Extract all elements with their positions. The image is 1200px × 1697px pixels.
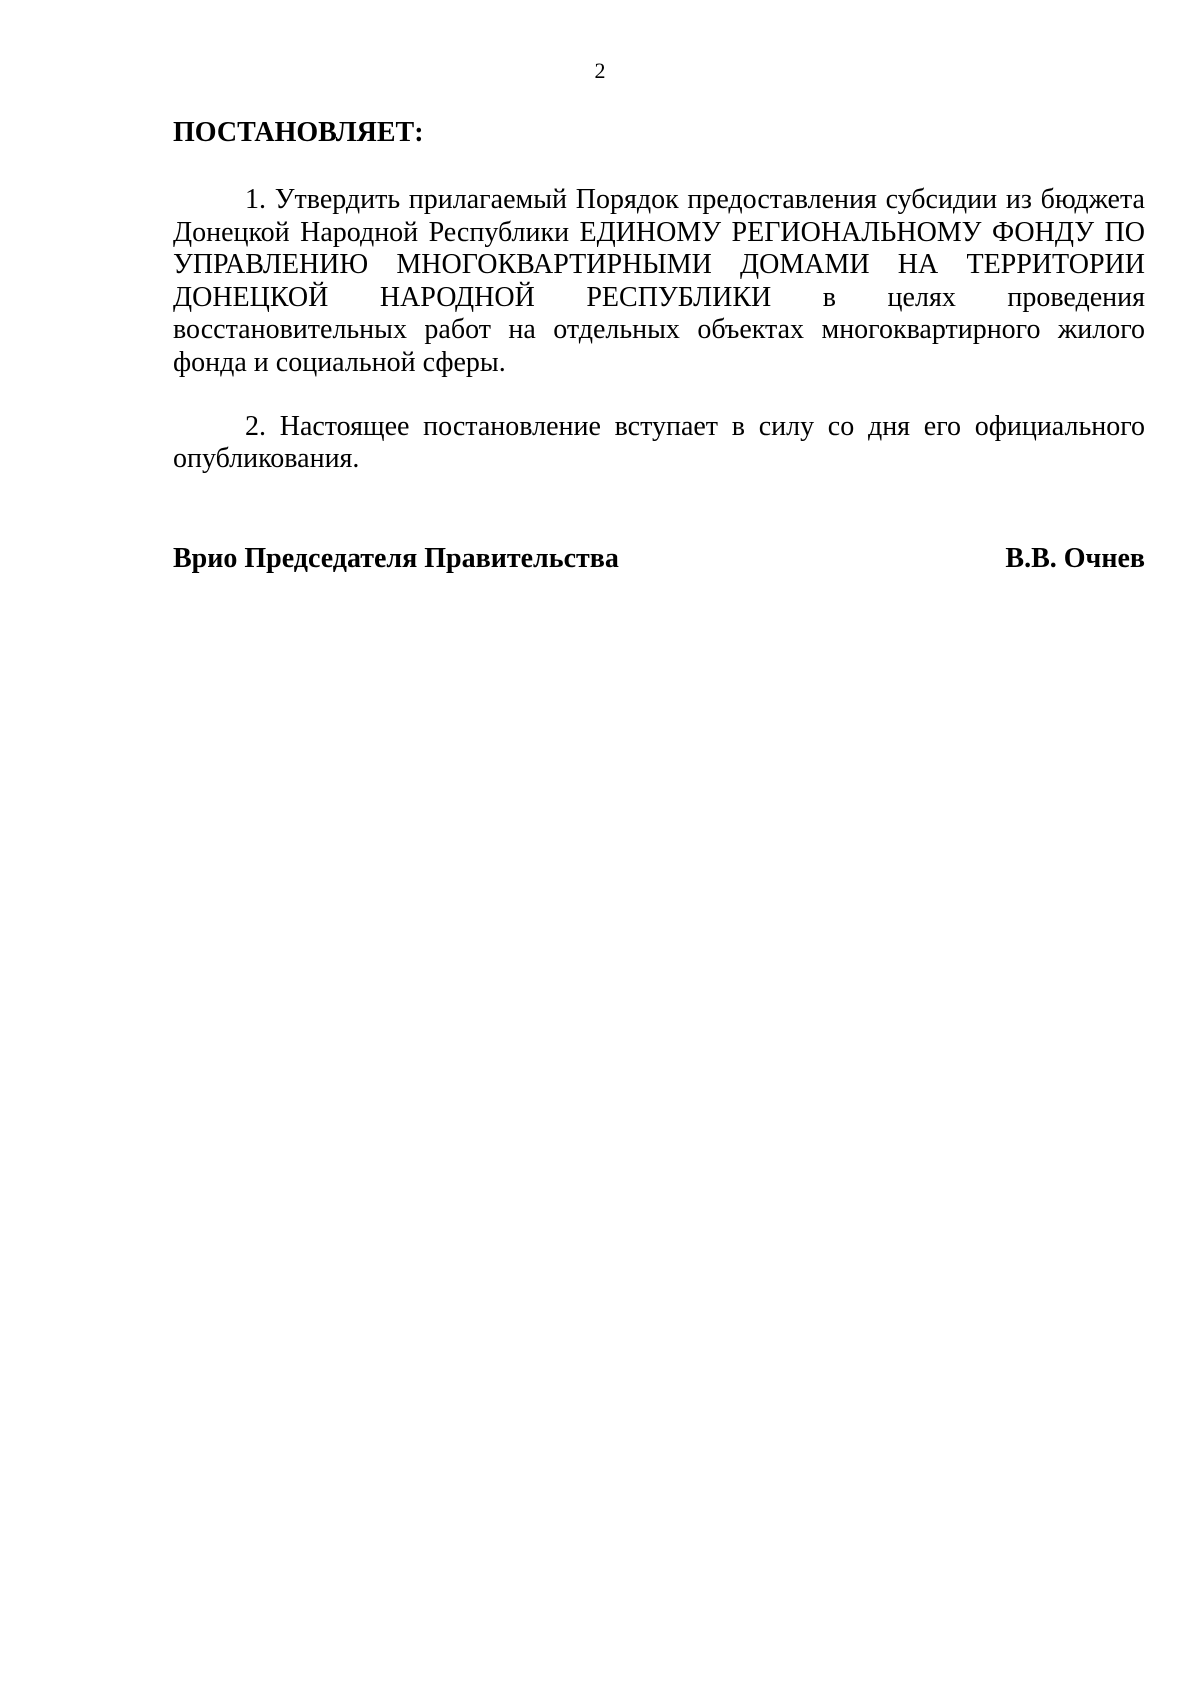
resolution-heading: ПОСТАНОВЛЯЕТ:: [173, 117, 424, 148]
signature-block: [173, 542, 1145, 576]
paragraph-2: 2. Настоящее постановление вступает в силу со дня его официального опубликования.: [173, 410, 1145, 475]
document-body: [173, 116, 1145, 576]
page-number: 2: [594, 58, 606, 83]
paragraph-1: 1. Утвердить прилагаемый Порядок предоставления субсидии из бюджета Донецкой Народной Республики ЕДИНОМУ РЕГИОНАЛЬНОМУ ФОНДУ ПО УПРАВЛЕНИЮ МНОГОКВАРТИРНЫМИ ДОМАМИ НА ТЕРРИТОРИИ ДОНЕЦКОЙ НАРОДНОЙ РЕСПУБЛИКИ в целях проведения восстановительных работ на отдельных объектах многоквартирного жилого фонда и социальной сферы.: [173, 184, 1145, 378]
signatory-name: В.В. Очнев: [1005, 542, 1145, 574]
signatory-position: Врио Председателя Правительства: [173, 542, 619, 574]
